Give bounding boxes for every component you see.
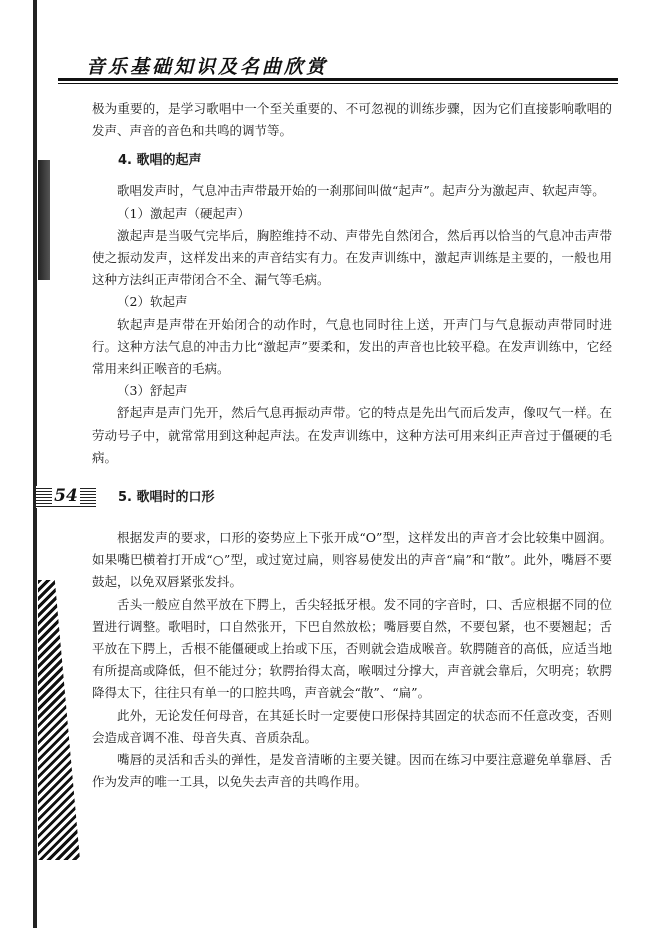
subheading: （3）舒起声 [117, 383, 188, 399]
side-hatch-decoration [38, 580, 80, 860]
body-text [92, 98, 612, 793]
section-heading-5: 5. 歌唱时的口形 [118, 490, 215, 506]
subheading: （2）软起声 [117, 294, 188, 310]
header-title: 音乐基础知识及名曲欣赏 [86, 56, 329, 78]
running-header [58, 52, 618, 86]
header-rule-thick [58, 78, 618, 81]
page-number-tab [36, 486, 96, 508]
paragraph: 舒起声是声门先开，然后气息再振动声带。它的特点是先出气而后发声，像叹气一样。在劳动号子中，就常常用到这种起声法。在发声训练中，这种方法可用来纠正声音过于僵硬的毛病。 [92, 405, 612, 465]
paragraph: 根据发声的要求，口形的姿势应上下张开成“O”型，这样发出的声音才会比较集中圆润。如果嘴巴横着打开成“○”型，或过宽过扁，则容易使发出的声音“扁”和“散”。此外，嘴唇不要鼓起，以免双唇紧张发抖。 [92, 530, 612, 590]
left-margin-rule [33, 0, 37, 928]
paragraph: 此外，无论发任何母音，在其延长时一定要使口形保持其固定的状态而不任意改变，否则会造成音调不准、母音失真、音质杂乱。 [92, 707, 612, 745]
section-heading-4: 4. 歌唱的起声 [118, 153, 202, 169]
paragraph: 舌头一般应自然平放在下腭上，舌尖轻抵牙根。发不同的字音时，口、舌应根据不同的位置进行调整。歌唱时，口自然张开，下巴自然放松；嘴唇要自然，不要包紧，也不要翘起；舌平放在下腭上，舌根不能僵硬或上抬或下压，否则就会造成喉音。软腭随音的高低，应适当地有所提高或降低，但不能过分；软腭抬得太高，喉咽过分撑大，声音就会靠后，欠明亮；软腭降得太下，往往只有单一的口腔共鸣，声音就会“散”、“扁”。 [92, 596, 612, 701]
intro-paragraph: 极为重要的，是学习歌唱中一个至关重要的、不可忽视的训练步骤，因为它们直接影响歌唱的发声、声音的音色和共鸣的调节等。 [92, 101, 612, 139]
subheading: （1）激起声（硬起声） [117, 205, 250, 221]
page-number: 54 [54, 486, 78, 506]
paragraph: 歌唱发声时，气息冲击声带最开始的一刹那间叫做“起声”。起声分为激起声、软起声等。 [117, 183, 605, 199]
side-decoration-bar [38, 160, 50, 280]
paragraph: 激起声是当吸气完毕后，胸腔维持不动、声带先自然闭合，然后再以恰当的气息冲击声带使之振动发声，这样发出来的声音结实有力。在发声训练中，激起声训练是主要的，一般也用这种方法纠正声带闭合不全、漏气等毛病。 [92, 227, 612, 288]
paragraph: 软起声是声带在开始闭合的动作时，气息也同时往上送，开声门与气息振动声带同时进行。这种方法气息的冲击力比“激起声”要柔和，发出的声音也比较平稳。在发声训练中，它经常用来纠正喉音的毛病。 [92, 316, 612, 377]
header-rule-thin [58, 83, 618, 84]
paragraph: 嘴唇的灵活和舌头的弹性，是发音清晰的主要关键。因而在练习中要注意避免单靠唇、舌作为发声的唯一工具，以免失去声音的共鸣作用。 [92, 752, 612, 790]
